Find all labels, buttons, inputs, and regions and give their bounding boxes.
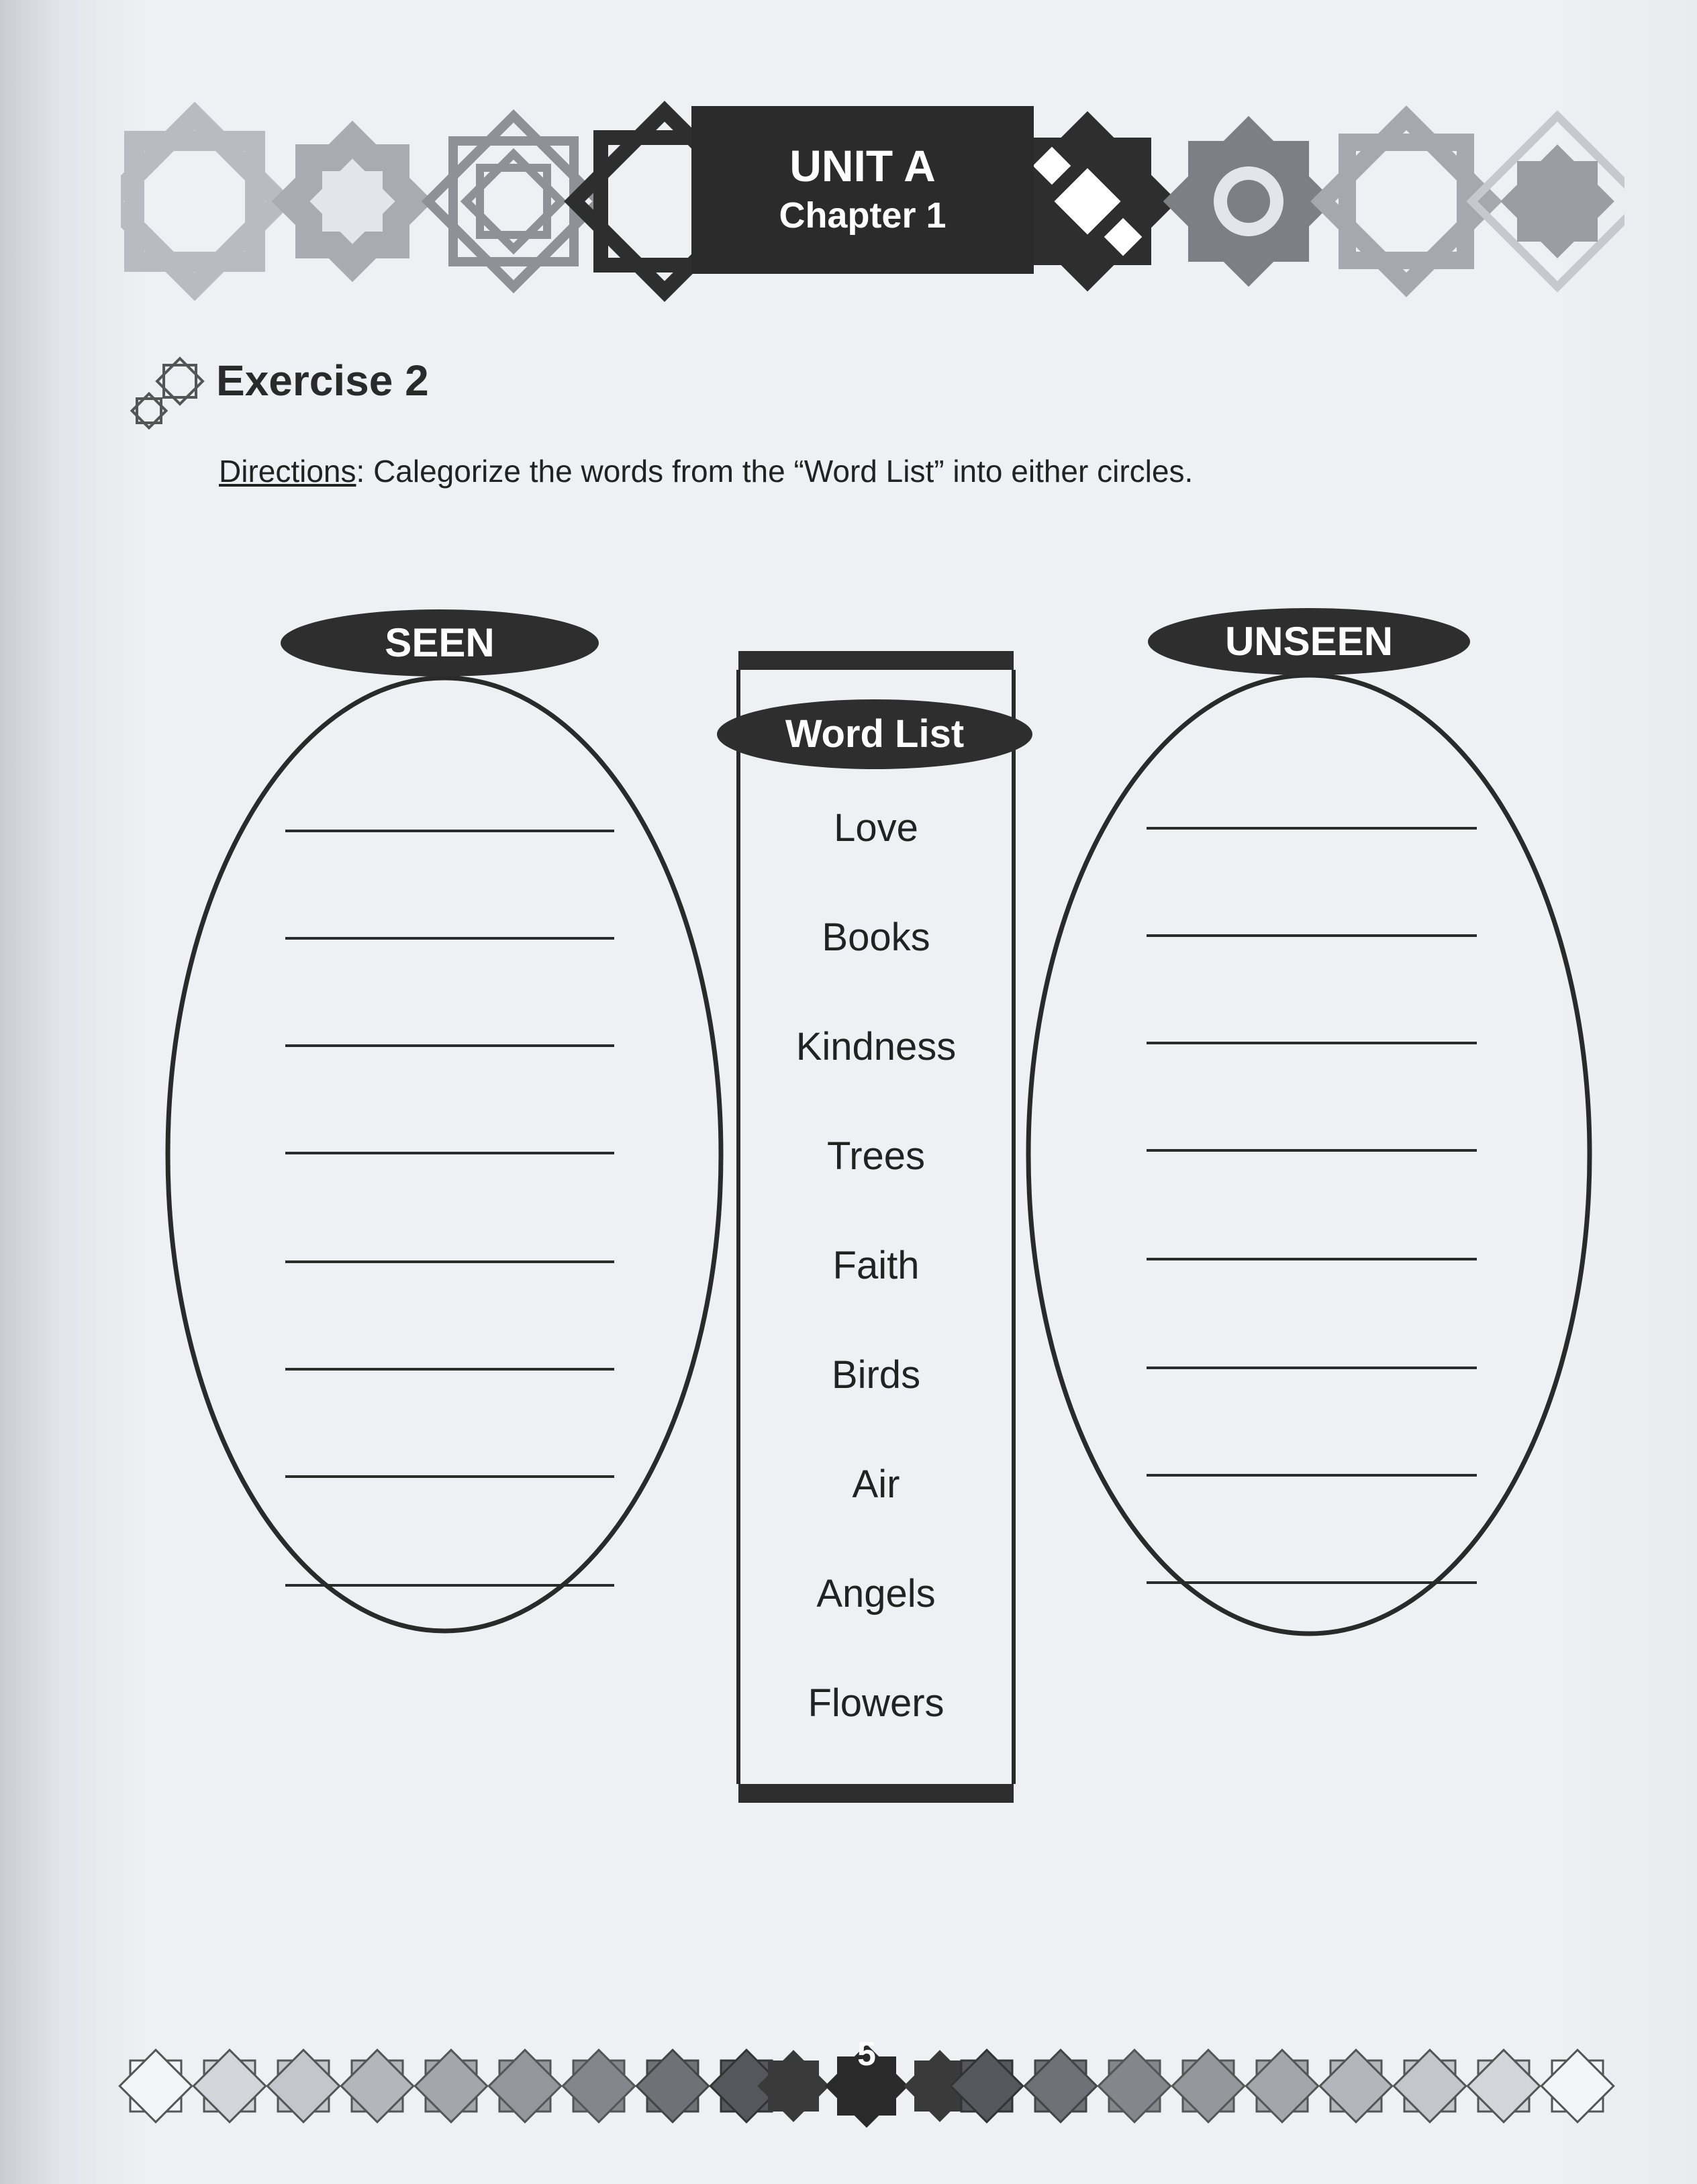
footer-star <box>1467 2050 1539 2122</box>
word-list-item: Love <box>834 806 918 850</box>
unit-title: UNIT A <box>789 140 936 191</box>
word-list-item: Books <box>822 915 930 959</box>
footer-star <box>563 2050 634 2122</box>
footer-star <box>1394 2050 1465 2122</box>
word-list-item: Birds <box>831 1353 921 1397</box>
footer-star <box>1024 2050 1096 2122</box>
footer-star <box>119 2050 191 2122</box>
footer-star <box>757 2050 829 2122</box>
word-list-label: Word List <box>717 699 1032 769</box>
directions-label: Directions <box>219 454 356 489</box>
unseen-label: UNSEEN <box>1148 608 1470 675</box>
word-list-item: Trees <box>826 1134 926 1178</box>
footer-star <box>489 2050 561 2122</box>
unseen-blanks <box>1147 828 1477 1583</box>
word-list-item: Faith <box>832 1244 920 1287</box>
footer-star <box>341 2050 413 2122</box>
footer-star <box>415 2050 487 2122</box>
footer-star <box>1541 2050 1613 2122</box>
word-list-item: Kindness <box>795 1025 957 1069</box>
seen-label: SEEN <box>281 609 599 677</box>
word-list-item: Air <box>852 1462 900 1506</box>
footer-star <box>636 2050 708 2122</box>
footer-star <box>951 2050 1022 2122</box>
footer-star <box>1320 2050 1392 2122</box>
footer-star <box>193 2050 265 2122</box>
footer-star <box>1246 2050 1318 2122</box>
exercise-title: Exercise 2 <box>216 356 429 405</box>
chapter-title: Chapter 1 <box>779 195 947 236</box>
unseen-oval <box>1028 675 1590 1634</box>
footer-star <box>1098 2050 1170 2122</box>
page-number: 5 <box>857 2035 876 2073</box>
directions-body: : Calegorize the words from the “Word List” into either circles. <box>356 454 1194 489</box>
word-list-item: Flowers <box>808 1681 944 1725</box>
footer-star <box>1172 2050 1244 2122</box>
word-list-item: Angels <box>816 1572 936 1616</box>
footer-star <box>267 2050 339 2122</box>
seen-blanks <box>285 831 614 1585</box>
